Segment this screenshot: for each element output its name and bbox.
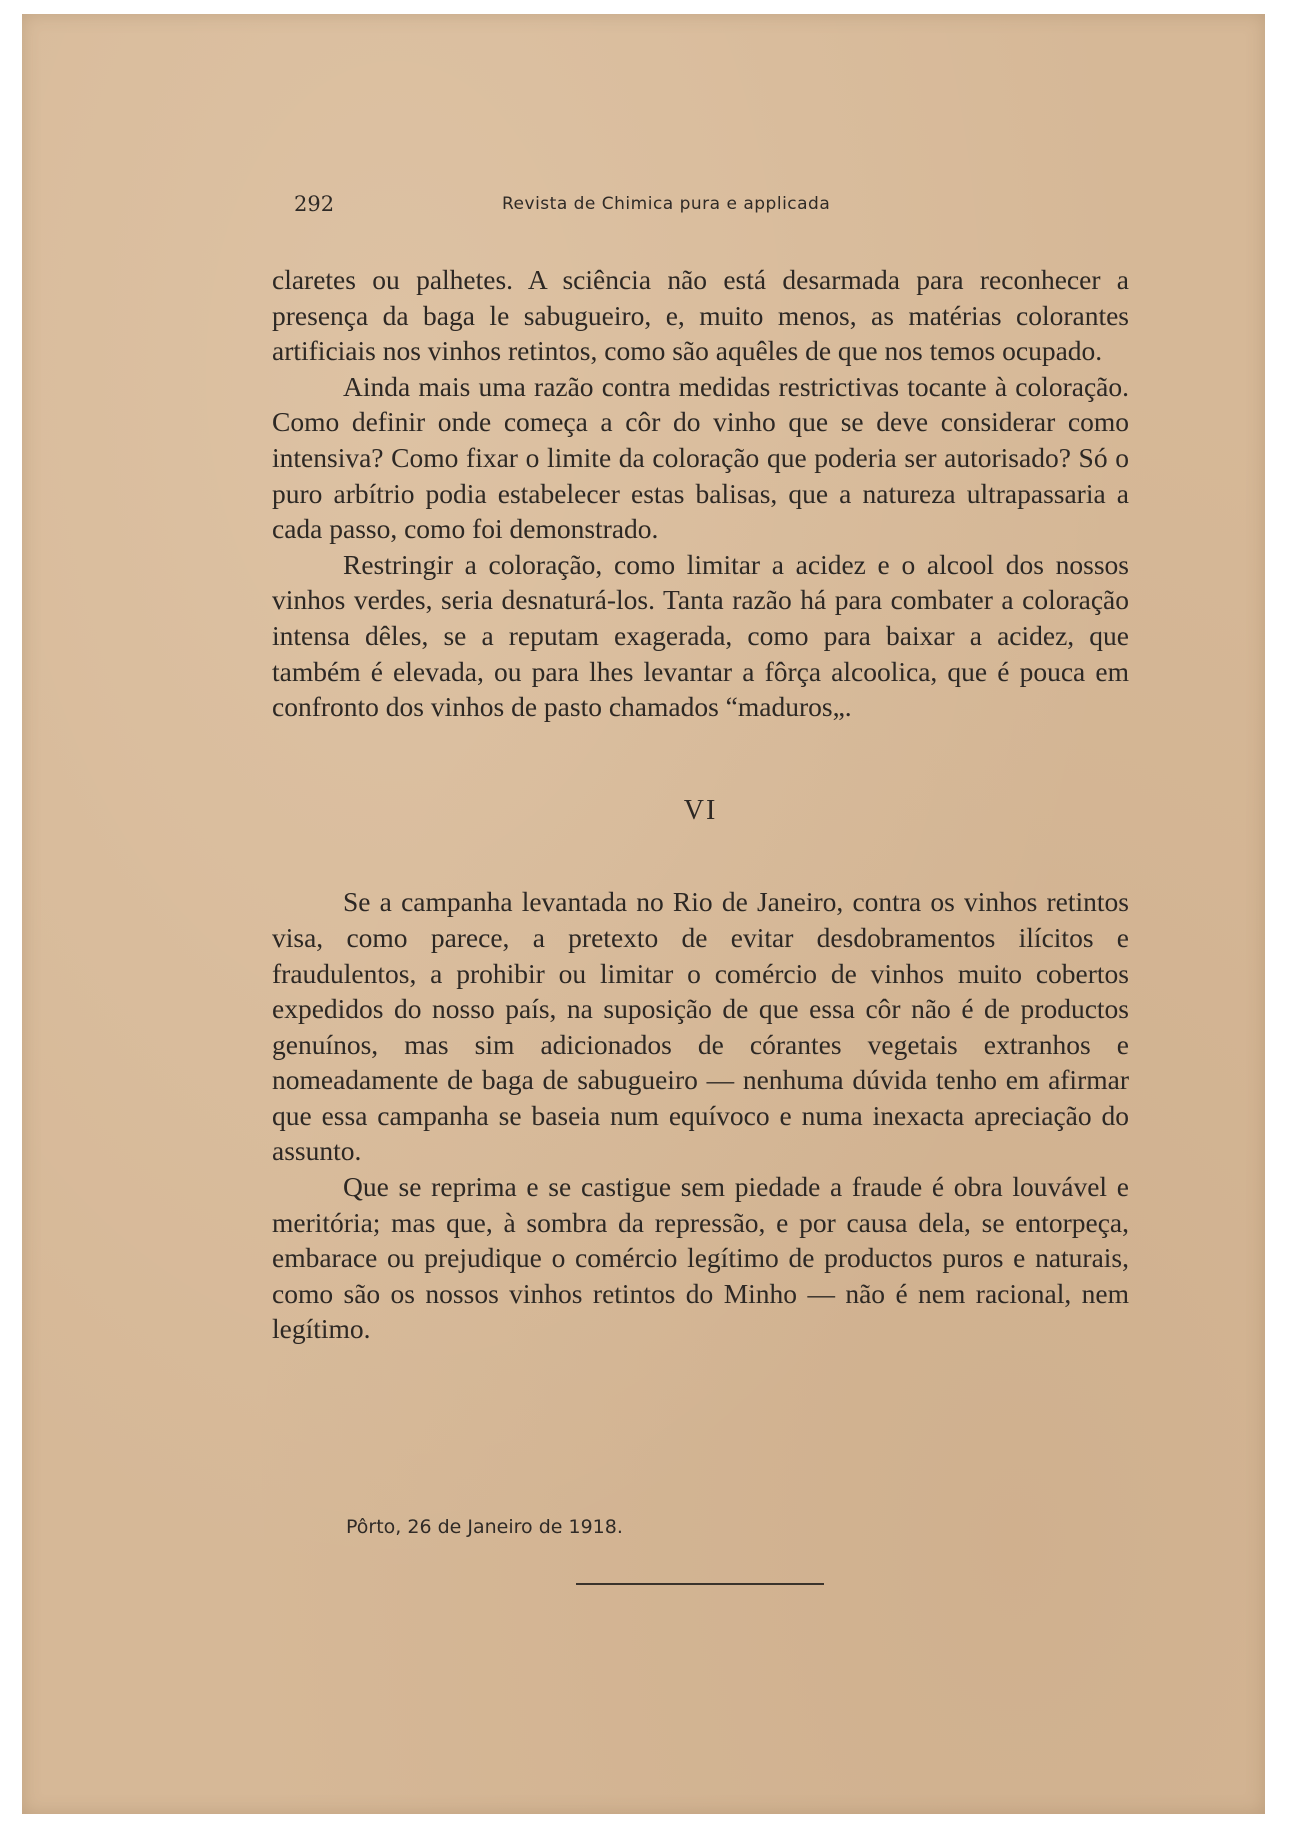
place-date-signoff: Pôrto, 26 de Janeiro de 1918. bbox=[346, 1516, 623, 1538]
closing-rule bbox=[576, 1583, 824, 1585]
running-head: Revista de Chimica pura e applicada bbox=[502, 194, 831, 214]
paragraph: Que se reprima e se castigue sem piedade a fraude é obra louvável e meritória; mas que, à sombra da repressão, e por causa dela, se entorpeça, embarace ou prejudique o comércio legítimo de productos puros e naturais, como são os nossos vinhos retintos do Minho — não é nem racional, nem legítimo. bbox=[272, 1171, 1129, 1345]
section-heading: VI bbox=[683, 794, 718, 826]
paragraph: Restringir a coloração, como limitar a acidez e o alcool dos nossos vinhos verdes, seria desnaturá-los. Tanta razão há para combater a coloração intensa dêles, se a reputam exagerada, como para baixar a acidez, que também é elevada, ou para lhes levantar a fôrça alcoolica, que é pouca em confronto dos vinhos de pasto chamados “maduros„. bbox=[272, 548, 1129, 723]
paragraph: Ainda mais uma razão contra medidas restrictivas tocante à coloração. Como definir onde começa a côr do vinho que se deve considerar como intensiva? Como fixar o limite da coloração que poderia ser autorisado? Só o puro arbítrio podia estabelecer estas balisas, que a natureza ultrapassaria a cada passo, como foi demonstrado. bbox=[272, 370, 1129, 545]
page-number: 292 bbox=[294, 192, 335, 216]
paragraph: Se a campanha levantada no Rio de Janeiro, contra os vinhos retintos visa, como parece, a pretexto de evitar desdobramentos ilícitos e fraudulentos, a prohibir ou limitar o comércio de vinhos muito cobertos expedidos do nosso país, na suposição de que essa côr não é de productos genuínos, mas sim adicionados de córantes vegetais extranhos e nomeadamente de baga de sabugueiro — nenhuma dúvida tenho em afirmar que essa campanha se baseia num equívoco e numa inexacta apreciação do assunto. bbox=[272, 886, 1129, 1167]
article-body bbox=[272, 262, 1129, 1347]
paragraph-continuation: claretes ou palhetes. A sciência não está desarmada para reconhecer a presença da baga le sabugueiro, e, muito menos, as matérias colorantes artificiais nos vinhos retintos, como são aquêles de que nos temos ocupado. bbox=[272, 264, 1129, 367]
page-header bbox=[272, 176, 1132, 216]
